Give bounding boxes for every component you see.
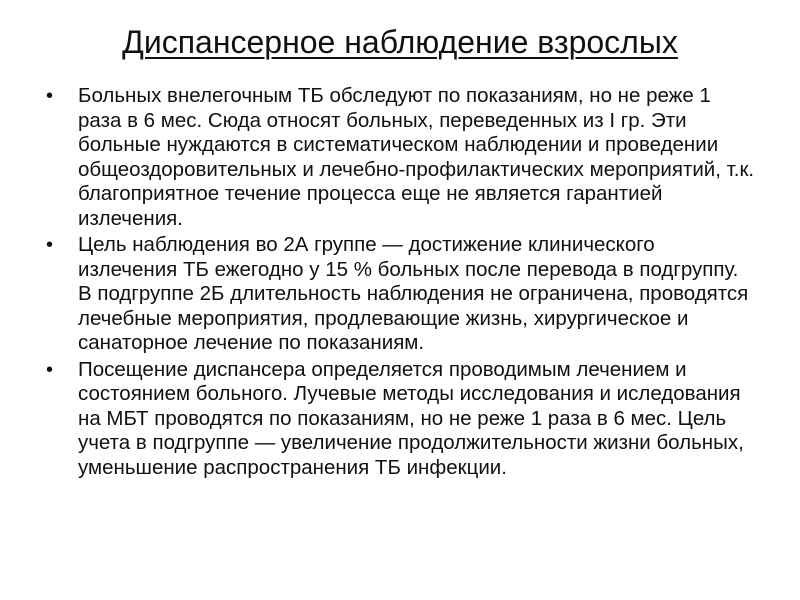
- bullet-marker: •: [46, 234, 54, 256]
- bullet-list: [44, 84, 756, 482]
- bullet-marker: •: [46, 358, 54, 381]
- bullet-text: Цель наблюдения во 2А группе — достижение клинического излечения ТБ ежегодно у 15 % больных после перевода в подгруппу. В подгруппе 2Б длительность наблюдения не ограничена, проводятся лечебные мероприятия, продлевающие жизнь, хирургическое и санаторное лечение по показаниям.: [78, 233, 749, 354]
- bullet-text: Посещение диспансера определяется проводимым лечением и состоянием больного. Лучевые методы исследования и иследования на МБТ проводятся по показаниям, но не реже 1 раза в 6 мес. Цель учета в подгруппе — увеличение продолжительности жизни больных, уменьшение распространения ТБ инфекции.: [78, 357, 744, 479]
- bullet-text: Больных внелегочным ТБ обследуют по показаниям, но не реже 1 раза в 6 мес. Сюда относят больных, переведенных из I гр. Эти больные нуждаются в систематическом наблюдении и проведении общеоздоровительных и лечебно-профилактических мероприятий, т.к. благоприятное течение процесса еще не является гарантией излечения.: [78, 84, 755, 230]
- bullet-marker: •: [46, 85, 54, 107]
- bullet-item: [44, 84, 756, 231]
- slide-title: Диспансерное наблюдение взрослых: [122, 24, 678, 60]
- bullet-item: [44, 233, 756, 356]
- bullet-item: [44, 358, 756, 481]
